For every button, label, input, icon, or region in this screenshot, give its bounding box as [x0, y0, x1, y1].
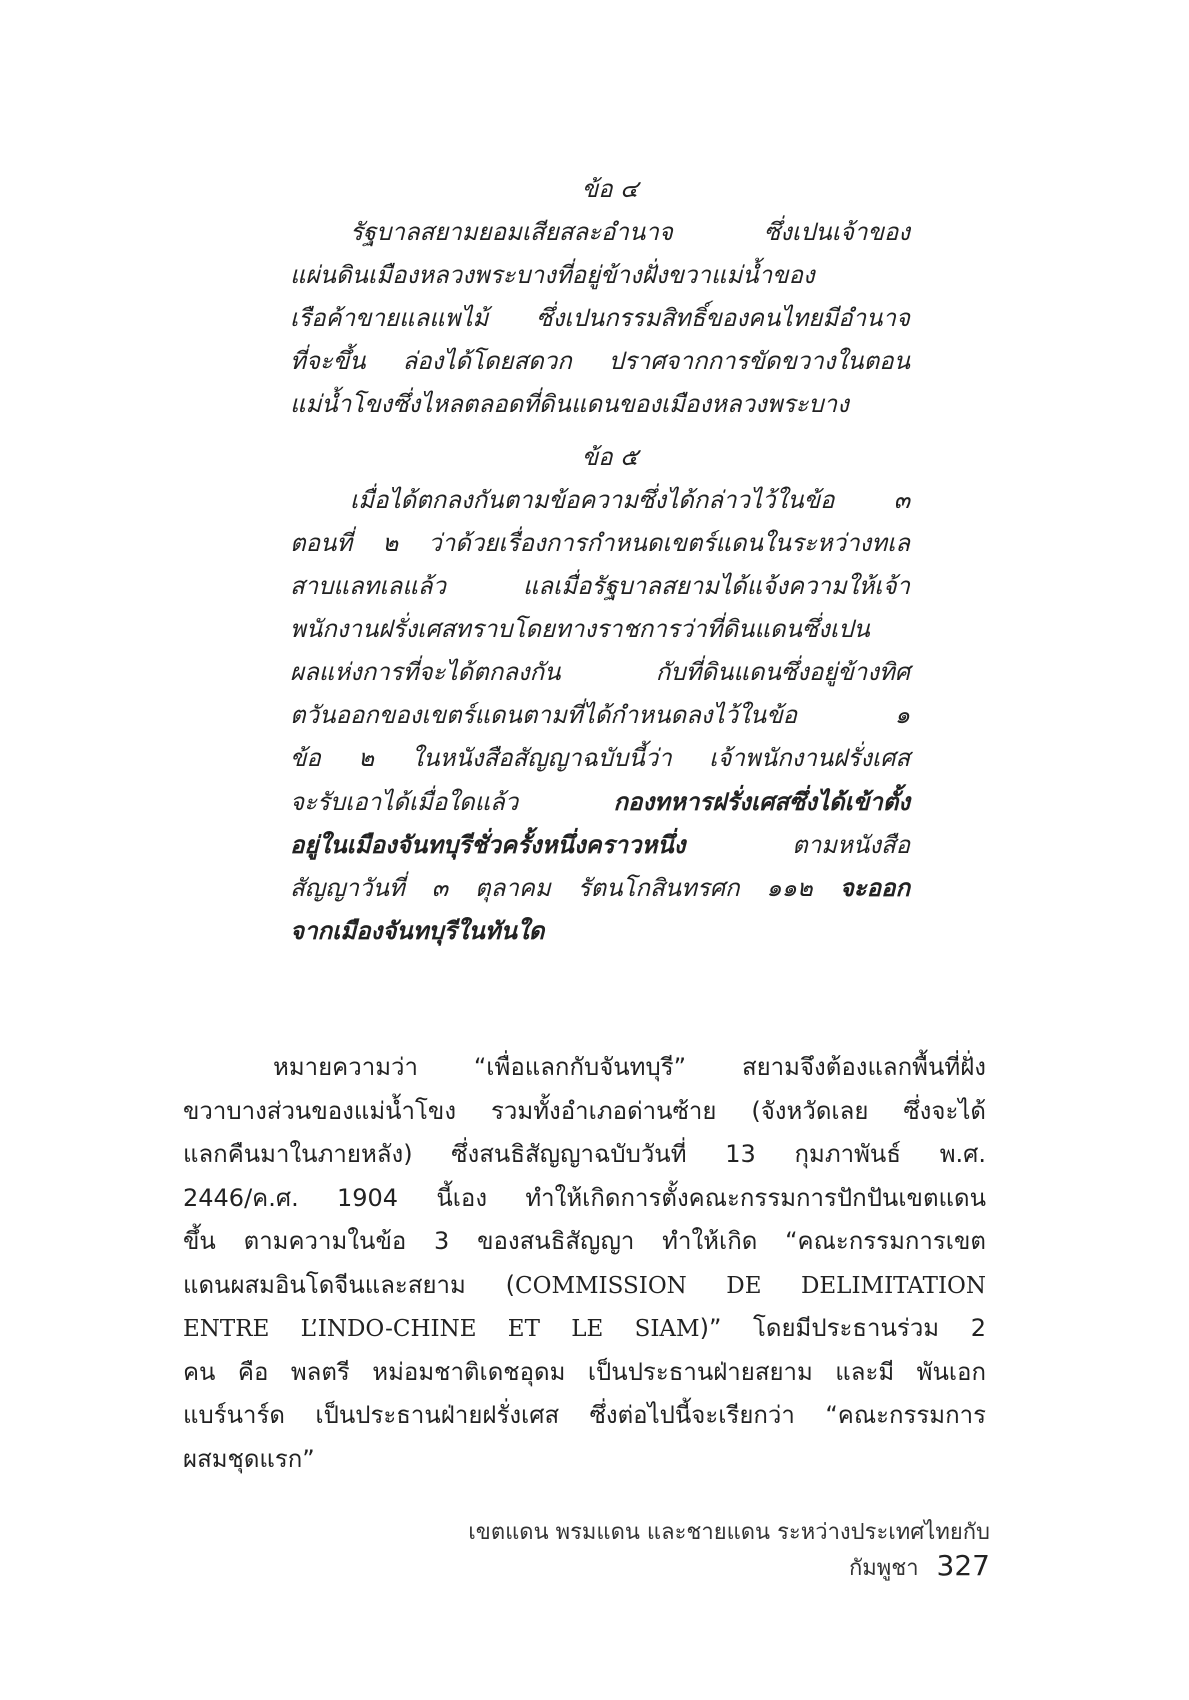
body-line-10: ผสมชุดแรก” — [183, 1444, 315, 1473]
body-line-1: หมายความว่า “เพื่อแลกกับจันทบุรี” สยามจึงต้องแลกพื้นที่ฝั่ง — [273, 1053, 986, 1081]
article-5-line-6: ตวันออกของเขตร์แดนตามที่ได้กำหนดลงไว้ในข้อ ๑ — [290, 701, 910, 729]
body-line-6a: แดนผสมอินโดจีนและสยาม ( — [183, 1270, 515, 1299]
body-line-7a-latin: ENTRE L’INDO-CHINE ET LE SIAM — [183, 1316, 700, 1342]
article-5-line-8b-bold: กองทหารฝรั่งเศสซึ่งได้เข้าตั้ง — [613, 787, 910, 816]
body-line-6b-latin: COMMISSION DE DELIMITATION — [514, 1272, 987, 1299]
article-5-line-3: สาบแลทเลแล้ว แลเมื่อรัฐบาลสยามได้แจ้งความให้เจ้า — [290, 572, 910, 600]
article-4-heading: ข้อ ๔ — [581, 175, 639, 203]
running-title: เขตแดน พรมแดน และชายแดน ระหว่างประเทศไทยกับกัมพูชา — [468, 1520, 990, 1581]
article-5-line-7: ข้อ ๒ ในหนังสือสัญญาฉบับนี้ว่า เจ้าพนักงานฝรั่งเศส — [290, 744, 910, 772]
article-5-line-2: ตอนที่ ๒ ว่าด้วยเรื่องการกำหนดเขตร์แดนในระหว่างทเล — [290, 529, 910, 557]
article-4-line-1: รัฐบาลสยามยอมเสียสละอำนาจ ซึ่งเปนเจ้าของ — [350, 218, 910, 246]
article-5-block — [290, 436, 910, 952]
article-4-block — [290, 168, 910, 426]
body-line-6 — [183, 1264, 986, 1308]
article-5-line-9b: ตามหนังสือ — [792, 831, 910, 859]
article-4-line-4: ที่จะขึ้น ล่องได้โดยสดวก ปราศจากการขัดขวางในตอน — [290, 347, 910, 375]
article-5-line-9a-bold: อยู่ในเมืองจันทบุรีชั่วครั้งหนึ่งคราวหนึ่ง — [290, 830, 686, 859]
article-5-line-9 — [290, 823, 910, 866]
article-4-line-5: แม่น้ำโขงซึ่งไหลตลอดที่ดินแดนของเมืองหลวงพระบาง — [290, 390, 849, 418]
body-line-4: 2446/ค.ศ. 1904 นี้เอง ทำให้เกิดการตั้งคณะกรรมการปักปันเขตแดน — [183, 1183, 986, 1212]
article-5-line-4: พนักงานฝรั่งเศสทราบโดยทางราชการว่าที่ดินแดนซึ่งเปน — [290, 615, 870, 643]
article-5-line-10b-bold: จะออก — [839, 873, 910, 902]
article-5-line-5: ผลแห่งการที่จะได้ตกลงกัน กับที่ดินแดนซึ่งอยู่ข้างทิศ — [290, 658, 910, 686]
body-line-9: แบร์นาร์ด เป็นประธานฝ่ายฝรั่งเศส ซึ่งต่อไปนี้จะเรียกว่า “คณะกรรมการ — [183, 1401, 986, 1429]
body-line-7 — [183, 1307, 986, 1351]
page-number: 327 — [936, 1549, 990, 1582]
body-line-8: คน คือ พลตรี หม่อมชาติเดชอุดม เป็นประธานฝ่ายสยาม และมี พันเอก — [183, 1357, 986, 1386]
article-5-line-10a: สัญญาวันที่ ๓ ตุลาคม รัตนโกสินทรศก ๑๑๒ — [290, 874, 813, 902]
article-5-line-11-bold: จากเมืองจันทบุรีในทันใด — [290, 916, 545, 945]
body-line-7b: )” โดยมีประธานร่วม 2 — [699, 1314, 987, 1342]
article-5-heading: ข้อ ๕ — [581, 443, 639, 471]
page-footer — [360, 1514, 990, 1585]
body-line-2: ขวาบางส่วนของแม่น้ำโขง รวมทั้งอำเภอด่านซ้าย (จังหวัดเลย ซึ่งจะได้ — [183, 1096, 986, 1125]
article-5-line-1: เมื่อได้ตกลงกันตามข้อความซึ่งได้กล่าวไว้ในข้อ ๓ — [350, 486, 910, 514]
body-line-3: แลกคืนมาในภายหลัง) ซึ่งสนธิสัญญาฉบับวันที่ 13 กุมภาพันธ์ พ.ศ. — [183, 1140, 986, 1168]
body-paragraph — [183, 1046, 986, 1481]
body-line-5: ขึ้น ตามความในข้อ 3 ของสนธิสัญญา ทำให้เกิด “คณะกรรมการเขต — [183, 1227, 986, 1255]
article-5-line-10 — [290, 866, 910, 909]
article-5-line-8 — [290, 780, 910, 823]
article-5-line-8a: จะรับเอาได้เมื่อใดแล้ว — [290, 788, 519, 816]
article-4-line-2: แผ่นดินเมืองหลวงพระบางที่อยู่ข้างฝั่งขวาแม่น้ำของ — [290, 261, 815, 289]
article-4-line-3: เรือค้าขายแลแพไม้ ซึ่งเปนกรรมสิทธิ์ของคนไทยมีอำนาจ — [290, 304, 910, 332]
